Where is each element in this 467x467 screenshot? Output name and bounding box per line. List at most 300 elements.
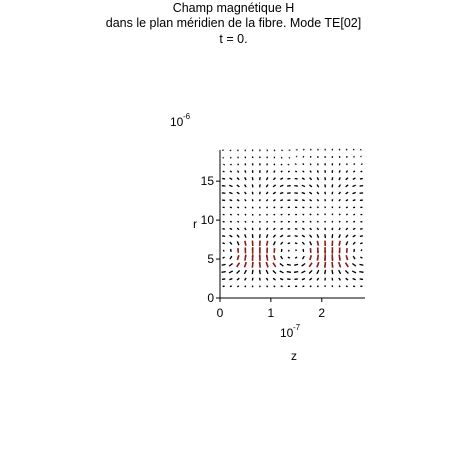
- field-arrow: [229, 278, 232, 279]
- field-arrow: [360, 192, 364, 194]
- field-arrow: [237, 192, 240, 194]
- field-arrow: [223, 207, 225, 209]
- field-arrow: [317, 234, 319, 237]
- field-arrow: [281, 150, 283, 152]
- field-arrow: [309, 192, 312, 194]
- field-arrow: [302, 221, 304, 222]
- field-arrow: [252, 192, 254, 195]
- field-arrow: [310, 285, 312, 287]
- field-arrow: [273, 278, 275, 280]
- field-arrow: [317, 170, 319, 172]
- field-arrow: [310, 149, 311, 151]
- field-arrow: [288, 171, 290, 173]
- field-arrow: [339, 213, 341, 215]
- field-arrow: [252, 207, 254, 209]
- field-arrow: [266, 221, 268, 223]
- field-arrow: [339, 206, 341, 208]
- field-arrow: [259, 234, 261, 238]
- field-arrow: [266, 177, 267, 180]
- field-arrow: [353, 249, 355, 252]
- field-arrow: [281, 242, 283, 244]
- field-arrow: [296, 156, 298, 158]
- field-arrow: [324, 221, 326, 223]
- field-arrow: [295, 207, 297, 209]
- field-arrow: [332, 213, 334, 215]
- field-arrow: [281, 249, 283, 252]
- field-arrow: [237, 178, 239, 180]
- field-arrow: [245, 228, 246, 230]
- field-arrow: [222, 243, 224, 245]
- field-arrow: [237, 207, 239, 209]
- field-arrow: [252, 221, 254, 223]
- field-arrow: [252, 270, 254, 274]
- field-arrow: [273, 207, 275, 209]
- field-arrow: [302, 178, 305, 179]
- field-arrow: [294, 278, 297, 280]
- field-arrow: [295, 235, 298, 237]
- field-arrow: [295, 257, 297, 258]
- field-arrow: [252, 184, 254, 187]
- field-arrow: [302, 185, 305, 186]
- field-arrow: [259, 199, 261, 201]
- field-arrow: [273, 192, 276, 194]
- field-arrow: [222, 199, 225, 201]
- field-arrow: [294, 271, 298, 273]
- field-arrow: [339, 185, 341, 188]
- y-tick-label: 15: [200, 174, 214, 189]
- field-arrow: [353, 199, 356, 201]
- field-arrow: [259, 177, 261, 180]
- field-arrow: [287, 235, 290, 237]
- field-arrow: [237, 241, 239, 245]
- field-arrow: [317, 192, 319, 194]
- field-arrow: [237, 157, 239, 159]
- field-arrow: [352, 263, 355, 266]
- field-arrow: [295, 214, 297, 216]
- field-arrow: [310, 228, 312, 230]
- field-arrow: [324, 199, 326, 201]
- field-arrow: [332, 206, 334, 208]
- field-arrow: [353, 278, 356, 279]
- field-arrow: [331, 254, 333, 261]
- field-arrow: [360, 285, 362, 287]
- field-arrow: [266, 262, 268, 267]
- field-arrow: [288, 250, 289, 252]
- field-arrow: [359, 264, 363, 266]
- field-arrow: [244, 286, 246, 288]
- field-arrow: [252, 177, 254, 180]
- field-arrow: [245, 221, 247, 223]
- field-arrow: [267, 150, 269, 152]
- field-arrow: [274, 241, 276, 245]
- field-arrow: [273, 270, 276, 273]
- field-arrow: [302, 278, 305, 279]
- field-arrow: [273, 255, 275, 260]
- field-arrow: [339, 255, 341, 261]
- field-arrow: [339, 177, 340, 180]
- field-arrow: [259, 286, 261, 288]
- field-arrow: [309, 270, 312, 273]
- field-arrow: [289, 157, 291, 159]
- field-arrow: [295, 285, 297, 287]
- field-arrow: [244, 255, 246, 261]
- field-arrow: [332, 156, 334, 158]
- field-arrow: [223, 214, 225, 216]
- field-arrow: [245, 234, 247, 237]
- field-arrow: [346, 248, 348, 253]
- field-arrow: [360, 278, 363, 280]
- field-arrow: [259, 156, 261, 158]
- field-arrow: [245, 170, 247, 172]
- field-arrow: [332, 163, 334, 165]
- field-arrow: [231, 164, 232, 166]
- field-arrow: [280, 192, 283, 194]
- field-arrow: [244, 270, 246, 274]
- field-arrow: [266, 199, 268, 201]
- field-arrow: [252, 156, 254, 158]
- field-arrow: [244, 150, 246, 152]
- field-arrow: [353, 221, 355, 222]
- field-arrow: [309, 278, 311, 280]
- field-arrow: [339, 228, 340, 230]
- y-tick-label: 0: [207, 291, 214, 305]
- field-arrow: [280, 185, 283, 186]
- field-arrow: [252, 262, 254, 268]
- field-arrow: [274, 248, 276, 253]
- field-arrow: [280, 164, 281, 166]
- field-arrow: [339, 285, 341, 287]
- field-arrow: [346, 149, 347, 151]
- field-arrow: [238, 214, 240, 216]
- field-arrow: [237, 221, 239, 223]
- field-arrow: [332, 192, 334, 195]
- field-arrow: [222, 185, 226, 187]
- field-arrow: [346, 235, 348, 238]
- field-arrow: [361, 249, 362, 251]
- field-arrow: [245, 207, 247, 209]
- field-arrow: [346, 156, 348, 158]
- field-arrow: [353, 214, 355, 216]
- field-arrow: [339, 270, 341, 274]
- field-arrow: [353, 185, 356, 186]
- field-arrow: [346, 192, 349, 194]
- field-arrow: [353, 206, 355, 208]
- field-arrow: [237, 278, 239, 280]
- field-arrow: [223, 164, 225, 166]
- field-arrow: [244, 241, 246, 246]
- field-arrow: [310, 199, 312, 201]
- field-arrow: [310, 241, 312, 245]
- field-arrow: [345, 270, 348, 273]
- field-arrow: [222, 157, 224, 159]
- field-arrow: [332, 270, 334, 274]
- field-arrow: [346, 163, 348, 165]
- field-arrow: [352, 271, 356, 273]
- field-arrow: [259, 278, 261, 281]
- field-arrow: [317, 270, 319, 274]
- field-arrow: [222, 192, 226, 194]
- field-arrow: [324, 177, 326, 180]
- field-arrow: [266, 170, 268, 172]
- field-arrow: [360, 156, 362, 158]
- field-arrow: [339, 170, 341, 172]
- field-arrow: [252, 228, 254, 230]
- field-arrow: [259, 150, 261, 152]
- field-arrow: [353, 156, 355, 158]
- field-arrow: [310, 206, 312, 208]
- field-arrow: [280, 200, 283, 202]
- field-arrow: [295, 163, 297, 165]
- field-arrow: [280, 263, 283, 266]
- field-arrow: [288, 243, 290, 245]
- field-arrow: [310, 255, 312, 260]
- field-arrow: [317, 213, 319, 215]
- field-arrow: [353, 285, 355, 287]
- field-arrow: [245, 278, 247, 280]
- field-arrow: [339, 149, 341, 151]
- field-arrow: [317, 248, 319, 254]
- field-arrow: [346, 199, 348, 201]
- chart-title-line-1: Champ magnétique H: [172, 1, 295, 15]
- field-arrow: [324, 156, 326, 158]
- field-arrow: [331, 241, 333, 246]
- field-arrow: [317, 206, 319, 208]
- field-arrow: [266, 192, 268, 194]
- field-arrow: [317, 156, 319, 158]
- field-arrow: [303, 249, 305, 252]
- field-arrow: [273, 164, 275, 166]
- field-arrow: [281, 256, 283, 259]
- field-arrow: [229, 185, 232, 186]
- field-arrow: [317, 221, 319, 223]
- field-arrow: [230, 178, 233, 179]
- field-arrow: [266, 185, 268, 188]
- x-tick-label: 0: [216, 306, 224, 320]
- field-arrow: [230, 171, 232, 173]
- field-arrow: [346, 285, 348, 287]
- field-arrow: [273, 200, 275, 202]
- field-arrow: [317, 163, 319, 165]
- chart-title-line-2: dans le plan méridien de la fibre. Mode TE[02]: [105, 16, 362, 30]
- field-arrow: [339, 234, 341, 237]
- field-arrow: [353, 242, 355, 244]
- field-arrow: [360, 185, 364, 187]
- field-arrow: [302, 285, 304, 287]
- field-arrow: [360, 242, 362, 244]
- field-arrow: [288, 228, 291, 230]
- field-arrow: [230, 249, 232, 252]
- field-arrow: [317, 262, 319, 267]
- field-arrow: [237, 286, 239, 288]
- field-arrow: [252, 241, 254, 246]
- field-arrow: [222, 271, 226, 273]
- field-arrow: [238, 171, 240, 173]
- field-arrow: [280, 178, 283, 179]
- field-arrow: [287, 278, 290, 280]
- field-arrow: [317, 149, 319, 151]
- field-arrow: [339, 278, 341, 280]
- field-arrow: [324, 206, 326, 208]
- field-arrow: [345, 263, 348, 267]
- y-multiplier-exponent: -6: [183, 112, 191, 121]
- field-arrow: [280, 271, 284, 273]
- field-arrow: [230, 157, 232, 159]
- field-arrow: [360, 207, 362, 209]
- field-arrow: [324, 184, 326, 187]
- field-arrow: [302, 206, 304, 208]
- field-arrow: [237, 263, 240, 267]
- field-arrow: [324, 170, 326, 173]
- field-arrow: [303, 148, 305, 150]
- field-arrow: [332, 170, 334, 173]
- field-arrow: [287, 178, 290, 180]
- field-arrow: [303, 156, 305, 158]
- field-arrow: [266, 207, 268, 209]
- field-arrow: [237, 150, 238, 152]
- field-arrow: [310, 178, 312, 180]
- field-arrow: [353, 148, 355, 150]
- field-arrow: [295, 242, 297, 244]
- field-arrow: [332, 234, 334, 238]
- field-arrow: [324, 163, 326, 165]
- field-arrow: [346, 241, 348, 245]
- field-arrow: [287, 164, 289, 166]
- field-arrow: [259, 270, 261, 274]
- field-arrow: [259, 163, 261, 165]
- field-arrow: [252, 278, 254, 281]
- field-arrow: [245, 185, 247, 188]
- field-arrow: [252, 254, 254, 261]
- field-arrow: [353, 171, 355, 173]
- field-arrow: [259, 192, 261, 195]
- field-arrow: [360, 221, 362, 223]
- field-arrow: [317, 228, 318, 230]
- field-arrow: [266, 270, 268, 274]
- field-arrow: [346, 278, 348, 280]
- field-arrow: [324, 270, 326, 274]
- field-arrow: [223, 286, 225, 288]
- field-arrow: [339, 199, 341, 201]
- field-arrow: [244, 248, 246, 254]
- field-arrow: [222, 235, 225, 237]
- field-arrow: [229, 263, 232, 266]
- field-arrow: [339, 163, 341, 165]
- y-tick-label: 5: [207, 252, 214, 267]
- field-arrow: [332, 184, 334, 187]
- field-arrow: [245, 177, 246, 180]
- field-arrow: [222, 178, 225, 180]
- field-arrow: [309, 213, 311, 215]
- field-arrow: [324, 262, 326, 268]
- axes: [220, 150, 365, 298]
- field-arrow: [289, 150, 291, 152]
- x-tick-label: 1: [267, 306, 275, 320]
- field-arrow: [259, 241, 261, 246]
- field-arrow: [361, 163, 363, 165]
- field-arrow: [324, 241, 326, 246]
- field-arrow: [346, 206, 348, 208]
- x-axis-label: z: [291, 349, 297, 363]
- field-arrow: [302, 214, 304, 216]
- field-arrow: [245, 192, 247, 194]
- field-arrow: [332, 221, 334, 223]
- field-arrow: [287, 199, 290, 201]
- field-arrow: [294, 192, 298, 194]
- field-arrow: [302, 235, 305, 237]
- y-multiplier-base: 10: [170, 115, 184, 129]
- field-arrow: [317, 185, 319, 188]
- field-arrow: [332, 278, 334, 281]
- field-arrow: [237, 200, 239, 202]
- field-arrow: [245, 199, 247, 201]
- field-arrow: [353, 256, 355, 259]
- field-arrow: [287, 192, 291, 194]
- field-arrow: [325, 285, 327, 287]
- field-arrow: [302, 171, 304, 173]
- field-arrow: [259, 184, 261, 187]
- field-arrow: [302, 242, 304, 244]
- field-arrow: [360, 228, 363, 230]
- field-arrow: [324, 192, 326, 195]
- y-axis-label: r: [193, 217, 197, 231]
- field-arrow: [244, 262, 246, 267]
- field-arrow: [237, 185, 240, 187]
- field-arrow: [274, 286, 276, 288]
- field-arrow: [230, 214, 232, 216]
- field-arrow: [274, 157, 276, 159]
- field-arrow: [259, 207, 261, 209]
- field-arrow: [281, 207, 283, 209]
- field-arrow: [295, 249, 296, 251]
- field-arrow: [295, 221, 297, 223]
- field-arrow: [302, 192, 305, 194]
- field-arrow: [324, 254, 326, 261]
- field-arrow: [222, 228, 225, 230]
- field-arrow: [360, 235, 363, 237]
- field-arrow: [302, 263, 305, 266]
- field-arrow: [280, 235, 283, 237]
- field-arrow: [230, 207, 232, 209]
- field-arrow: [361, 214, 363, 216]
- field-arrow: [331, 262, 333, 268]
- field-arrow: [317, 177, 318, 180]
- field-arrow: [310, 235, 312, 238]
- field-arrow: [346, 228, 348, 230]
- field-arrow: [317, 278, 319, 280]
- field-arrow: [346, 178, 348, 180]
- field-arrow: [273, 171, 275, 173]
- field-arrow: [360, 149, 362, 151]
- field-arrow: [266, 214, 268, 216]
- field-arrow: [230, 228, 232, 229]
- field-arrow: [223, 171, 225, 173]
- field-arrow: [245, 157, 247, 159]
- field-arrow: [230, 256, 232, 259]
- field-arrow: [287, 271, 291, 273]
- field-arrow: [346, 221, 348, 223]
- field-arrow: [259, 214, 261, 216]
- field-arrow: [332, 177, 334, 180]
- x-tick-label: 2: [318, 306, 326, 320]
- field-arrow: [252, 199, 254, 201]
- field-arrow: [222, 150, 224, 152]
- field-arrow: [324, 228, 326, 230]
- field-arrow: [252, 150, 254, 152]
- field-arrow: [259, 254, 261, 261]
- field-arrow: [346, 255, 348, 260]
- field-arrow: [302, 163, 303, 165]
- field-arrows: [222, 148, 364, 287]
